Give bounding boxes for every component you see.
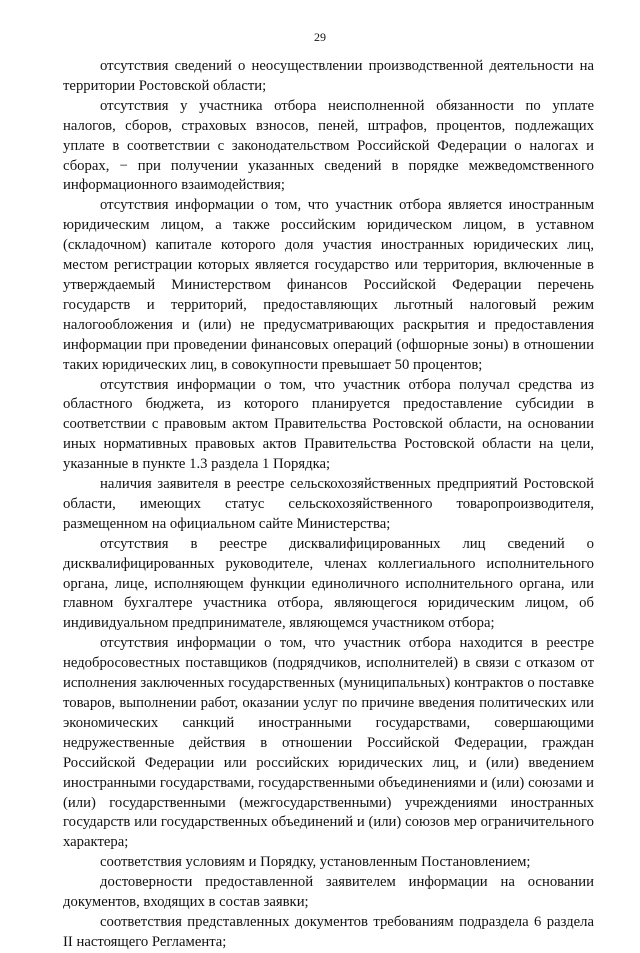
paragraph: отсутствия информации о том, что участник отбора находится в реестре недобросовестных поставщиков (подрядчиков, исполнителей) в связи с отказом от исполнения заключенных государственных (муниципальных) контрактов о поставке товаров, выполнении работ, оказании услуг по причине введения политических или экономических санкций иностранными государствами, совершающими недружественные действия в отношении Российской Федерации, граждан Российской Федерации или российских юридических лиц, и (или) введением иностранными государствами, государственными объединениями и (или) союзами и (или) государственными (межгосударственными) учреждениями иностранных государств или государственных объединений и (или) союзов мер ограничительного характера; <box>63 635 594 851</box>
document-body <box>63 57 594 953</box>
paragraph: наличия заявителя в реестре сельскохозяйственных предприятий Ростовской области, имеющих статус сельскохозяйственного товаропроизводителя, размещенном на официальном сайте Министерства; <box>63 476 594 532</box>
paragraph: отсутствия сведений о неосуществлении производственной деятельности на территории Ростовской области; <box>63 58 594 94</box>
paragraph: отсутствия у участника отбора неисполненной обязанности по уплате налогов, сборов, страховых взносов, пеней, штрафов, процентов, подлежащих уплате в соответствии с законодательством Российской Федерации о налогах и сборах, − при получении указанных сведений в порядке межведомственного информационного взаимодействия; <box>63 97 594 194</box>
paragraph: соответствия представленных документов требованиям подраздела 6 раздела II настоящего Регламента; <box>63 913 594 950</box>
paragraph: соответствия условиям и Порядку, установленным Постановлением; <box>100 854 531 871</box>
paragraph: достоверности предоставленной заявителем информации на основании документов, входящих в состав заявки; <box>63 874 594 911</box>
paragraph: отсутствия информации о том, что участник отбора получал средства из областного бюджета, из которого планируется предоставление субсидии в соответствии с правовым актом Правительства Ростовской области, на основании иных нормативных правовых актов Правительства Ростовской области на цели, указанные в пункте 1.3 раздела 1 Порядка; <box>63 376 594 473</box>
paragraph: отсутствия в реестре дисквалифицированных лиц сведений о дисквалифицированных руководителе, членах коллегиального исполнительного органа, лице, исполняющем функции единоличного исполнительного органа, или главном бухгалтере участника отбора, являющегося юридическим лицом, об индивидуальном предпринимателе, являющемся участником отбора; <box>63 535 594 632</box>
paragraph: отсутствия информации о том, что участник отбора является иностранным юридическим лицом, а также российским юридическом лицом, в уставном (складочном) капитале которого доля участия иностранных юридических лиц, местом регистрации которых является государство или территория, включенные в утверждаемый Министерством финансов Российской Федерации перечень государств и территорий, предоставляющих льготный налоговый режим налогообложения и (или) не предусматривающих раскрытия и предоставления информации при проведении финансовых операций (офшорные зоны) в отношении таких юридических лиц, в совокупности превышает 50 процентов; <box>63 197 594 373</box>
page-number: 29 <box>314 30 326 44</box>
